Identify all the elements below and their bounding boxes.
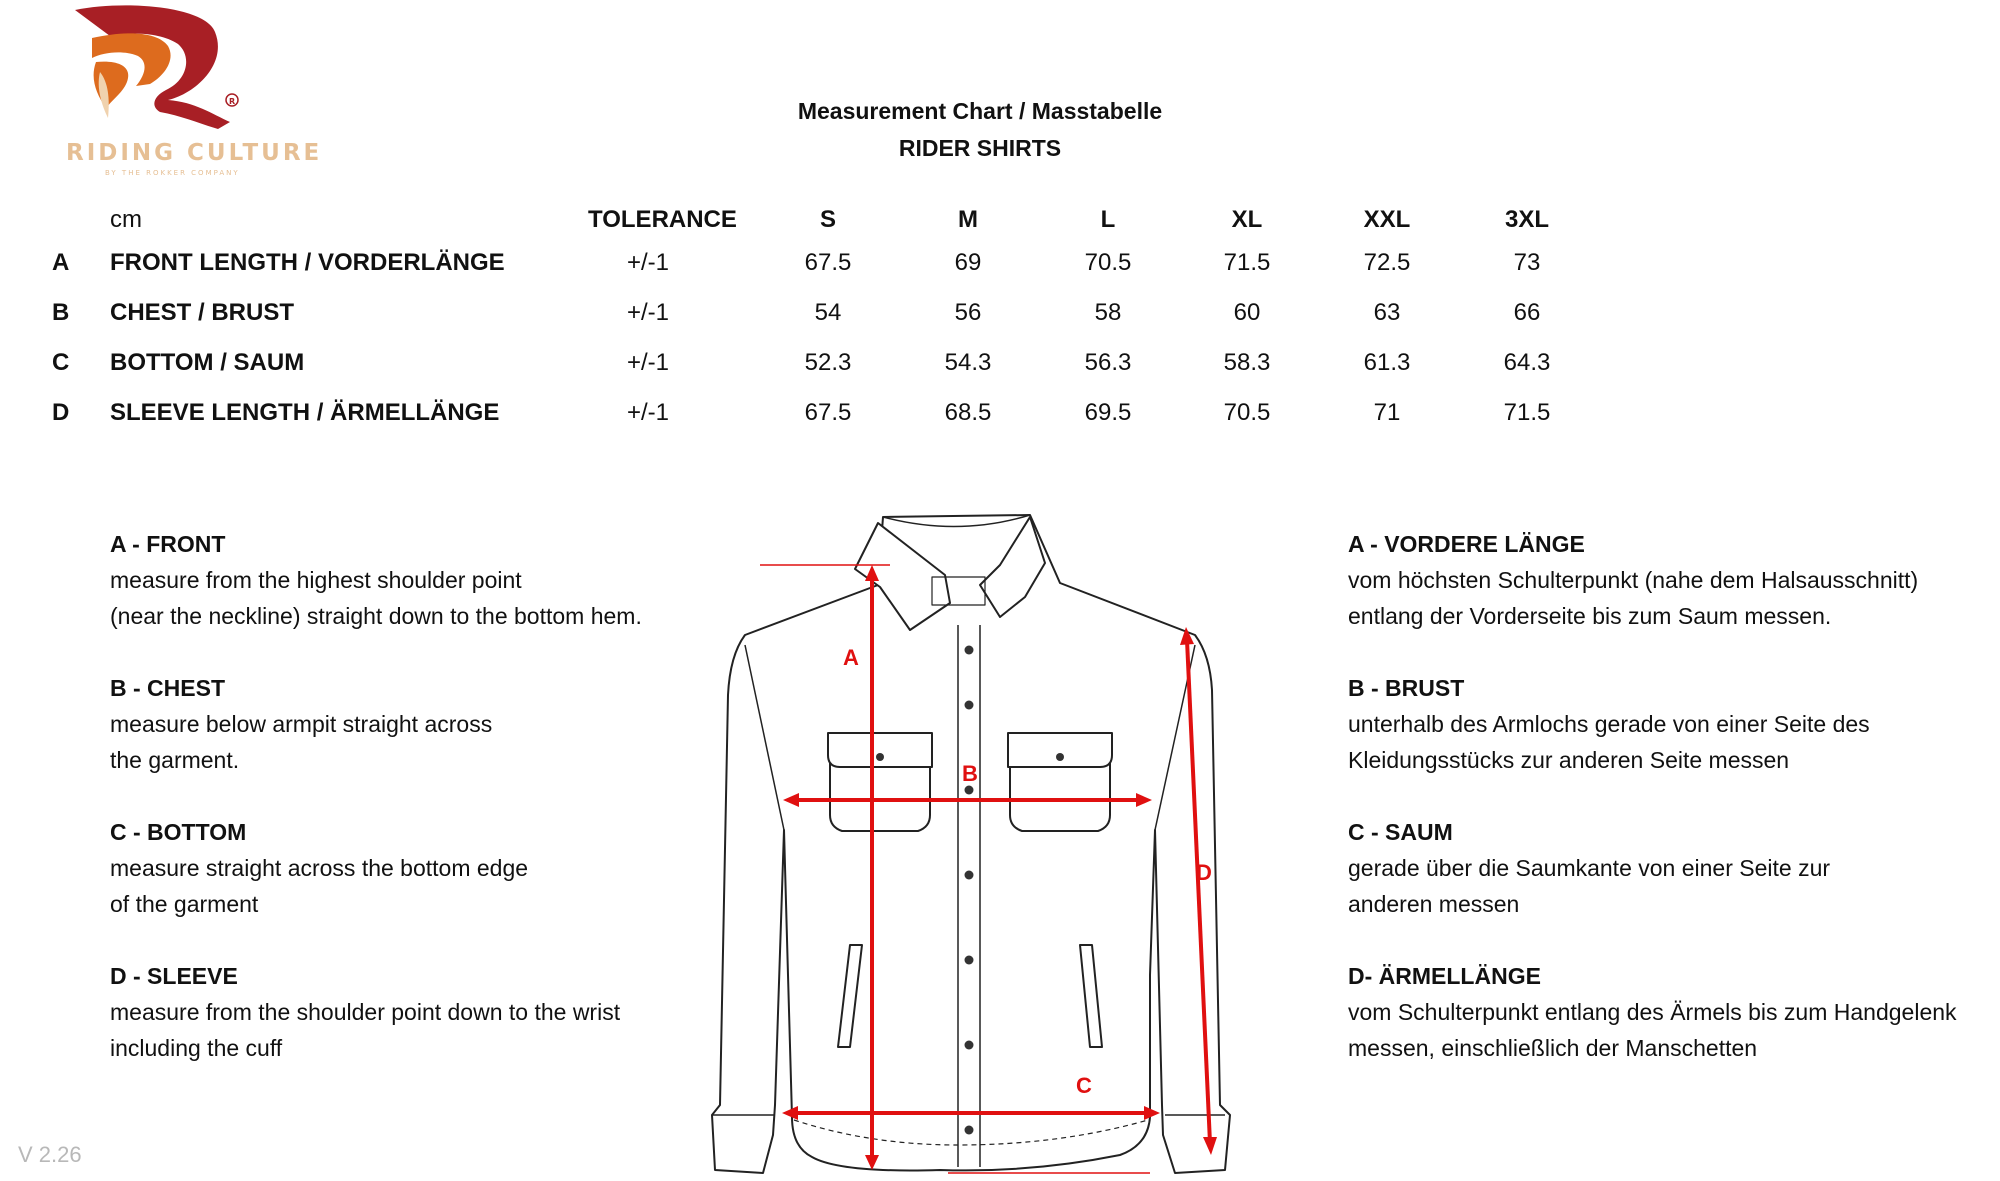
cell-m: 68.5 xyxy=(944,399,992,426)
instruction-en-front xyxy=(110,526,642,634)
instruction-line: of the garment xyxy=(110,891,259,917)
brand-name: RIDING CULTURE xyxy=(66,140,323,166)
instruction-de-front xyxy=(1348,526,1918,634)
size-header-3xl: 3XL xyxy=(1504,206,1549,233)
row-name: CHEST / BRUST xyxy=(110,299,295,326)
cell-s: 54 xyxy=(814,299,842,326)
instruction-line: measure from the highest shoulder point xyxy=(110,567,522,593)
cell-m: 69 xyxy=(954,249,982,276)
cell-s: 67.5 xyxy=(804,399,852,426)
instruction-line: anderen messen xyxy=(1348,891,1520,917)
chart-subtitle: RIDER SHIRTS xyxy=(898,135,1062,161)
row-tolerance: +/-1 xyxy=(626,349,670,376)
instruction-de-bottom xyxy=(1348,814,1830,922)
cell-l: 56.3 xyxy=(1084,349,1132,376)
table-row xyxy=(0,249,2000,283)
instruction-title: D- ÄRMELLÄNGE xyxy=(1348,963,1541,989)
cell-3xl: 71.5 xyxy=(1503,399,1551,426)
shirt-diagram xyxy=(700,505,1240,1175)
label-a: A xyxy=(843,645,859,670)
instruction-line: the garment. xyxy=(110,747,240,773)
row-name: FRONT LENGTH / VORDERLÄNGE xyxy=(110,249,505,276)
instruction-title: A - VORDERE LÄNGE xyxy=(1348,531,1585,557)
row-tolerance: +/-1 xyxy=(626,299,670,326)
size-header-xl: XL xyxy=(1231,206,1263,233)
instruction-en-chest xyxy=(110,670,492,778)
svg-text:R: R xyxy=(229,97,236,106)
cell-m: 56 xyxy=(954,299,982,326)
size-header-l: L xyxy=(1100,206,1116,233)
instruction-line: Kleidungsstücks zur anderen Seite messen xyxy=(1348,747,1790,773)
row-letter: C xyxy=(52,349,70,376)
cell-xxl: 72.5 xyxy=(1363,249,1411,276)
label-c: C xyxy=(1076,1073,1092,1098)
instruction-de-sleeve xyxy=(1348,958,1957,1066)
instruction-line: measure below armpit straight across xyxy=(110,711,493,737)
instruction-title: A - FRONT xyxy=(110,531,226,557)
cell-s: 52.3 xyxy=(804,349,852,376)
row-name: BOTTOM / SAUM xyxy=(110,349,305,376)
instruction-line: measure straight across the bottom edge xyxy=(110,855,529,881)
cell-3xl: 64.3 xyxy=(1503,349,1551,376)
cell-xxl: 71 xyxy=(1373,399,1401,426)
cell-3xl: 66 xyxy=(1513,299,1541,326)
row-name: SLEEVE LENGTH / ÄRMELLÄNGE xyxy=(110,399,500,426)
instruction-line: messen, einschließlich der Manschetten xyxy=(1348,1035,1758,1061)
table-header xyxy=(0,206,2000,240)
cell-l: 69.5 xyxy=(1084,399,1132,426)
instruction-line: entlang der Vorderseite bis zum Saum messen. xyxy=(1348,603,1832,629)
cell-3xl: 73 xyxy=(1513,249,1541,276)
table-row xyxy=(0,399,2000,433)
row-letter: A xyxy=(52,249,70,276)
instruction-line: including the cuff xyxy=(110,1035,283,1061)
tolerance-header: TOLERANCE xyxy=(588,206,737,233)
instruction-line: vom höchsten Schulterpunkt (nahe dem Halsausschnitt) xyxy=(1348,567,1919,593)
cell-s: 67.5 xyxy=(804,249,852,276)
instruction-de-chest xyxy=(1348,670,1870,778)
instruction-en-sleeve xyxy=(110,958,620,1066)
instruction-title: B - CHEST xyxy=(110,675,225,701)
row-tolerance: +/-1 xyxy=(626,399,670,426)
instruction-line: unterhalb des Armlochs gerade von einer Seite des xyxy=(1348,711,1870,737)
table-row xyxy=(0,349,2000,383)
row-tolerance: +/-1 xyxy=(626,249,670,276)
instruction-title: D - SLEEVE xyxy=(110,963,238,989)
instruction-en-bottom xyxy=(110,814,528,922)
instruction-line: (near the neckline) straight down to the bottom hem. xyxy=(110,603,642,629)
cell-m: 54.3 xyxy=(944,349,992,376)
instruction-line: measure from the shoulder point down to the wrist xyxy=(110,999,621,1025)
instruction-title: B - BRUST xyxy=(1348,675,1465,701)
cell-xl: 70.5 xyxy=(1223,399,1271,426)
unit-label: cm xyxy=(110,206,142,233)
row-letter: D xyxy=(52,399,70,426)
size-header-m: M xyxy=(958,206,978,233)
instruction-line: gerade über die Saumkante von einer Seite zur xyxy=(1348,855,1831,881)
instruction-title: C - BOTTOM xyxy=(110,819,247,845)
label-d: D xyxy=(1196,860,1212,885)
version-label: V 2.26 xyxy=(18,1142,82,1167)
brand-logo xyxy=(30,2,323,182)
cell-xl: 71.5 xyxy=(1223,249,1271,276)
table-row xyxy=(0,299,2000,333)
chart-title: Measurement Chart / Masstabelle xyxy=(797,98,1163,124)
brand-tagline: BY THE ROKKER COMPANY xyxy=(105,169,240,177)
instruction-line: vom Schulterpunkt entlang des Ärmels bis zum Handgelenk xyxy=(1348,999,1957,1025)
row-letter: B xyxy=(52,299,70,326)
shirt-outline xyxy=(712,515,1230,1173)
label-b: B xyxy=(962,761,978,786)
cell-l: 58 xyxy=(1094,299,1122,326)
logo-mark-icon xyxy=(30,2,280,142)
cell-xxl: 61.3 xyxy=(1363,349,1411,376)
cell-l: 70.5 xyxy=(1084,249,1132,276)
size-header-s: S xyxy=(819,206,836,233)
instruction-title: C - SAUM xyxy=(1348,819,1453,845)
cell-xl: 58.3 xyxy=(1223,349,1271,376)
cell-xl: 60 xyxy=(1233,299,1261,326)
size-header-xxl: XXL xyxy=(1363,206,1411,233)
cell-xxl: 63 xyxy=(1373,299,1401,326)
